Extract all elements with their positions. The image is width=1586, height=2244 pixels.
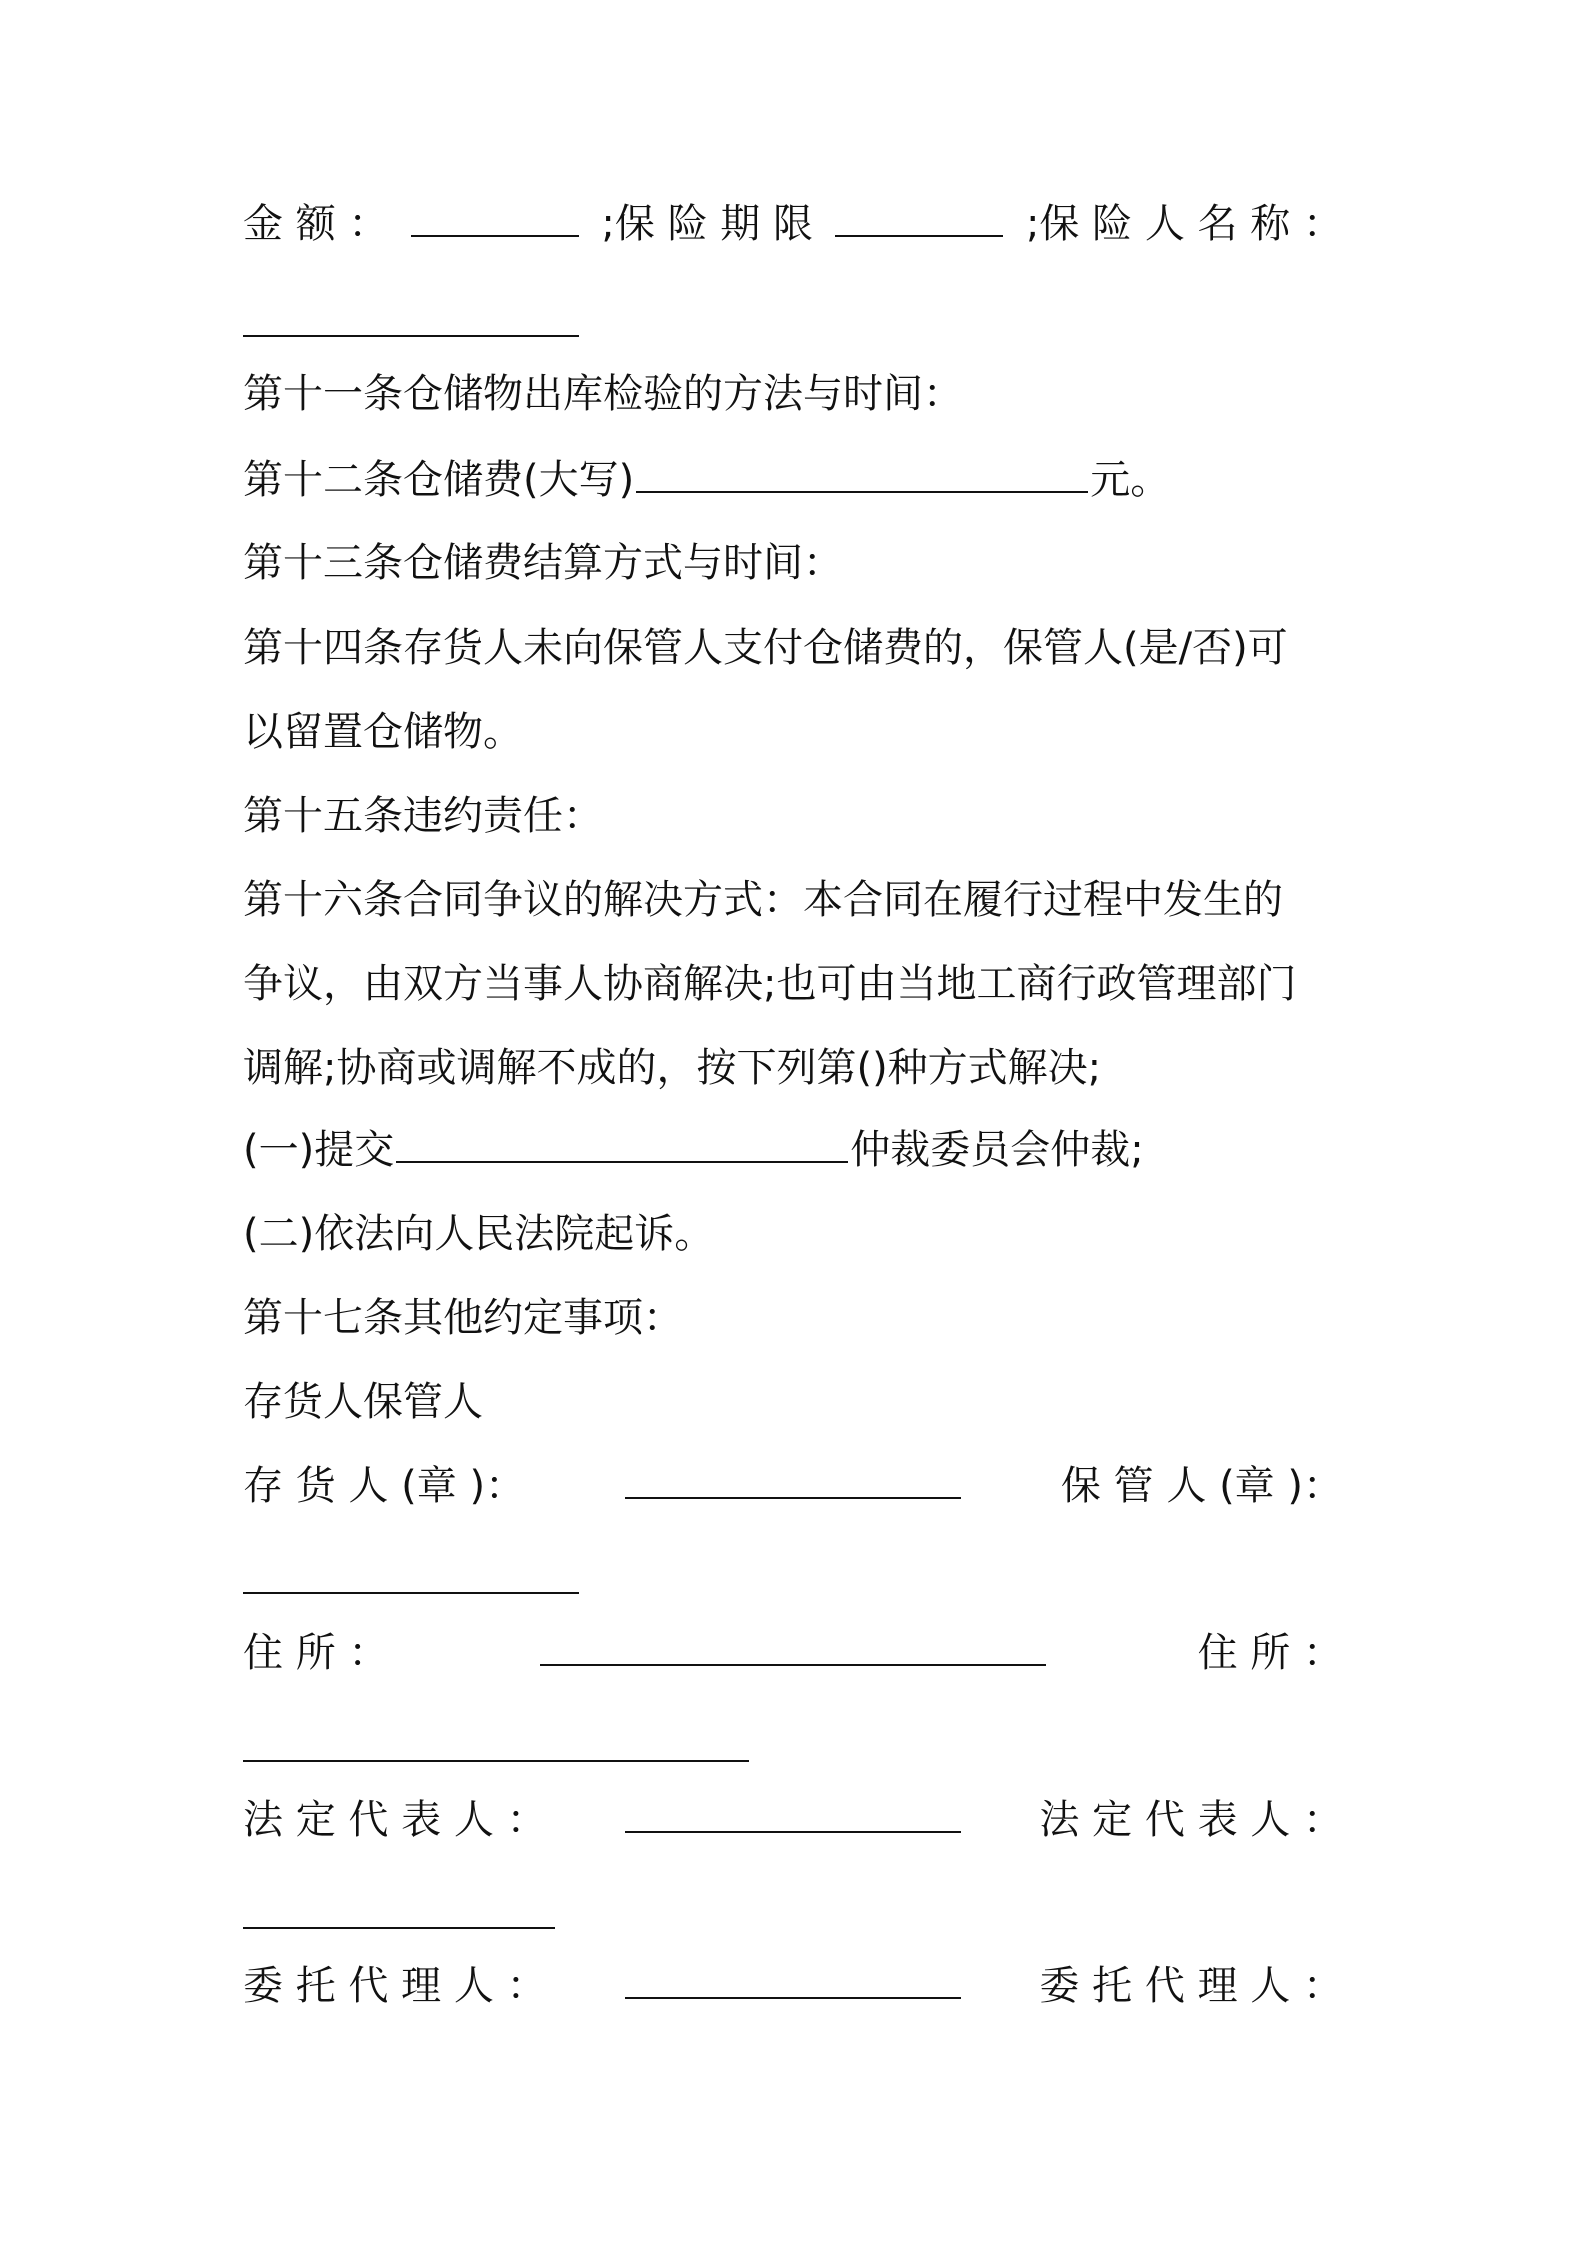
signature-agent-row: [243, 1958, 1343, 2014]
insurance-period-blank: [835, 199, 1003, 237]
depositor-legal-rep-blank: [625, 1795, 961, 1833]
amount-blank: [411, 199, 579, 237]
article-15: 第十五条违约责任：: [243, 793, 603, 839]
custodian-agent-label: 委 托 代 理 人 ：: [1039, 1963, 1343, 2009]
custodian-seal-label: 保 管 人 (章 )：: [1060, 1463, 1343, 1509]
article-16-line-1: 第十六条合同争议的解决方式：本合同在履行过程中发生的: [243, 877, 1283, 923]
option-1-suffix: 仲裁委员会仲裁;: [850, 1127, 1144, 1173]
depositor-address-blank: [540, 1628, 1046, 1666]
article-13: 第十三条仓储费结算方式与时间：: [243, 540, 843, 586]
storage-fee-label: 第十二条仓储费(大写): [243, 457, 635, 503]
insurer-name-label: ;保 险 人 名 称 ：: [1025, 201, 1343, 247]
depositor-seal-label: 存 货 人 (章 )：: [243, 1463, 526, 1509]
currency-unit: 元。: [1090, 457, 1171, 503]
depositor-agent-blank: [625, 1961, 961, 1999]
depositor-seal-blank: [625, 1461, 961, 1499]
storage-fee-blank: [636, 455, 1088, 493]
option-2: (二)依法向人民法院起诉。: [243, 1211, 715, 1257]
amount-label: 金 额 ：: [243, 201, 389, 247]
article-16-line-3: 调解;协商或调解不成的，按下列第()种方式解决;: [243, 1045, 1102, 1091]
custodian-seal-blank: [243, 1590, 579, 1594]
arbitration-commission-blank: [396, 1125, 848, 1163]
depositor-legal-rep-label: 法 定 代 表 人 ：: [243, 1797, 547, 1843]
depositor-address-label: 住 所 ：: [243, 1630, 389, 1676]
option-1-label: (一)提交: [243, 1127, 395, 1173]
insurance-line: [243, 196, 1343, 252]
insurance-period-label: ;保 险 期 限: [601, 201, 813, 247]
article-11: 第十一条仓储物出库检验的方法与时间：: [243, 371, 963, 417]
option-1: [243, 1122, 1343, 1178]
insurer-name-blank: [243, 333, 579, 337]
custodian-legal-rep-label: 法 定 代 表 人 ：: [1039, 1797, 1343, 1843]
article-14-line-2: 以留置仓储物。: [243, 709, 523, 755]
depositor-agent-label: 委 托 代 理 人 ：: [243, 1963, 547, 2009]
article-12: [243, 452, 1343, 508]
custodian-legal-rep-blank: [243, 1925, 555, 1929]
article-17: 第十七条其他约定事项：: [243, 1295, 683, 1341]
signature-seal-row: [243, 1458, 1343, 1514]
parties-header: 存货人保管人: [243, 1379, 483, 1425]
signature-legal-rep-row: [243, 1792, 1343, 1848]
custodian-address-label: 住 所 ：: [1197, 1630, 1343, 1676]
article-14-line-1: 第十四条存货人未向保管人支付仓储费的，保管人(是/否)可: [243, 625, 1288, 671]
signature-address-row: [243, 1625, 1343, 1681]
custodian-address-blank: [243, 1758, 749, 1762]
article-16-line-2: 争议，由双方当事人协商解决;也可由当地工商行政管理部门: [243, 961, 1297, 1007]
